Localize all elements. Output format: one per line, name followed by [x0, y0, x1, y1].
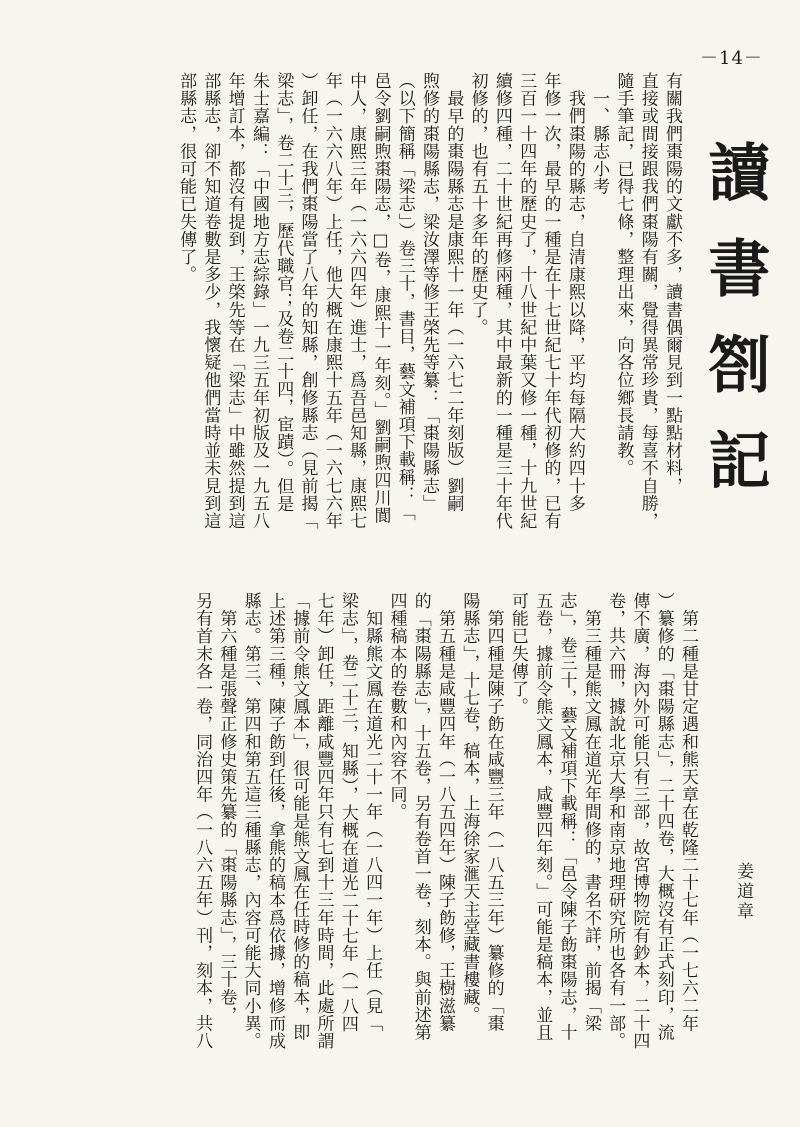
text-column: 第六種是張聲正修史策先纂的「棗陽縣志」，三十卷，	[216, 592, 237, 1024]
text-column: 最早的棗陽縣志是康熙十一年（一六七二年刻版）劉嗣	[443, 72, 464, 512]
text-column: 隨手筆記，已得七條，整理出來，向各位鄉長請教。	[613, 72, 634, 477]
text-column: 第四種是陳子飭在咸豐三年（一八五三年）纂修的「棗	[483, 592, 504, 1032]
text-column: 可能已失傳了。	[507, 592, 528, 716]
text-column: 直接或間接跟我們棗陽有關，覺得異常珍貴，每喜不自勝，	[637, 72, 658, 530]
text-column: 七年）卸任，距離咸豐四年只有七到十三年時間，此處所謂	[313, 592, 334, 1050]
text-column: 我們棗陽的縣志，自清康熙以降，平均每隔大約四十多	[564, 72, 585, 512]
text-column: 五卷，據前令熊文鳳本，咸豐四年刻。」可能是稿本，並且	[532, 592, 553, 1042]
text-column: 朱士嘉編：「中國地方志綜錄」一九三五年初版及一九五八	[248, 72, 269, 530]
text-column: 的「棗陽縣志」，十五卷，另有卷首一卷，刻本。與前述第	[410, 592, 431, 1042]
text-column: ）卸任，在我們棗陽當了八年的知縣，創修縣志（見前揭「	[297, 72, 318, 530]
text-column: 上述第三種，陳子飭到任後，拿熊的稿本爲依據，增修而成	[264, 592, 285, 1050]
text-column: 年（一六六八年）上任，他大概在康熙十五年（一六七六年	[321, 72, 342, 530]
text-column: 「據前令熊文鳳本」，很可能是熊文鳳在任時修的稿本，即	[289, 592, 310, 1042]
author-name: 姜道章	[733, 862, 753, 922]
text-column: 部縣志，很可能已失傳了。	[176, 72, 197, 284]
top-text-block	[44, 72, 684, 550]
section-heading: 一、縣志小考	[589, 72, 610, 196]
text-column: ）纂修的「棗陽縣志」，二十四卷，大概沒有正式刻印，流	[653, 592, 674, 1042]
page-number: －14－	[700, 48, 763, 69]
text-column: 卷，共六冊，據說北京大學和南京地理研究所也各有一部。	[605, 592, 626, 1050]
text-column: 三百一十四年的歷史了，十八世紀中葉又修一種，十九世紀	[516, 72, 537, 530]
text-column: 知縣熊文鳳在道光二十一年（一八四一年）上任（見「	[362, 592, 383, 1032]
text-column: 年修一次，最早的一種是在十七世紀七十年代初修的，已有	[540, 72, 561, 530]
article-title: 讀書劄記	[698, 140, 771, 524]
text-column: 四種稿本的卷數和內容不同。	[386, 592, 407, 821]
text-column: 第二種是甘定遇和熊天章在乾隆二十七年（一七六二年	[678, 592, 698, 1032]
text-column: 第三種是熊文鳳在道光年間修的，書名不詳，前揭「梁	[580, 592, 601, 1032]
text-column: 梁志」，卷二十三，歷代職官；及卷二十四，宦蹟）。但是	[273, 72, 294, 513]
text-column: 有關我們棗陽的文獻不多，讀書偶爾見到一點點材料，	[662, 72, 682, 495]
text-column: 初修的，也有五十多年的歷史了。	[467, 72, 488, 336]
text-column: 年增訂本，都沒有提到，王棨先等在「梁志」中雖然提到這	[224, 72, 245, 530]
text-column: 傳不廣，海內外可能只有三部，故宮博物院有鈔本，二十四	[629, 592, 650, 1050]
text-column: （以下簡稱「梁志」）卷三十，書目，藝文補項下載稱：「	[394, 72, 415, 522]
text-column: 續修四種，二十世紀再修兩種，其中最新的一種是三十年代	[491, 72, 512, 530]
text-column: 中人，康熙三年（一六六四年）進士，爲吾邑知縣，康熙七	[346, 72, 367, 530]
text-column: 部縣志，卻不知道卷數是多少，我懷疑他們當時並未見到這	[200, 72, 221, 530]
text-column: 梁志」，卷二十三，知縣），大概在道光二十七年（一八四	[337, 592, 358, 1033]
text-column: 煦修的棗陽縣志，梁汝澤等修王棨先等纂：「棗陽縣志」	[419, 72, 440, 512]
text-column: 第五種是咸豐四年（一八五四年）陳子飭修，王樹滋纂	[435, 592, 456, 1032]
bottom-text-block	[34, 592, 700, 1068]
text-column: 另有首末各一卷，同治四年（一八六五年）刊，刻本，共八	[192, 592, 213, 1050]
text-column: 邑令劉嗣煦棗陽志，□卷，康熙十一年刻。」劉嗣煦四川閬	[370, 72, 391, 525]
text-column: 志」，卷三十，藝文補項下載稱：「邑令陳子飭棗陽志，十	[556, 592, 577, 1042]
text-column: 縣志。第三、第四和第五這三種縣志，內容可能大同小異。	[240, 592, 261, 1050]
text-column: 陽縣志」，十七卷，稿本，上海徐家滙天主堂藏書樓藏。	[459, 592, 480, 1024]
